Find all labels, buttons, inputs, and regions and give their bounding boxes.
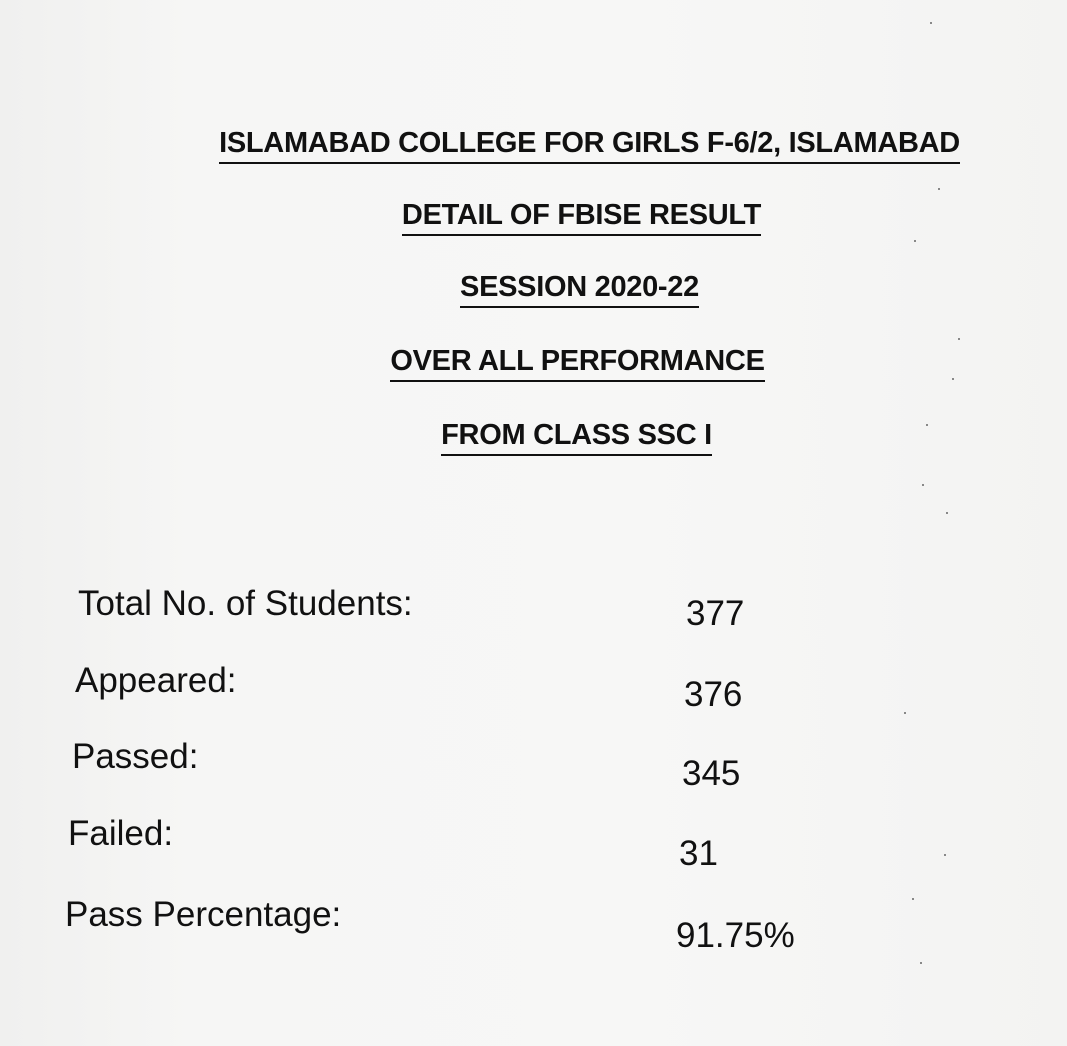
college-name-text: ISLAMABAD COLLEGE FOR GIRLS F-6/2, ISLAMABAD	[219, 126, 960, 164]
session-heading	[0, 270, 1067, 308]
scan-speck	[922, 484, 924, 486]
class-text: FROM CLASS SSC I	[441, 418, 712, 456]
session-text: SESSION 2020-22	[460, 270, 699, 308]
result-detail-heading	[0, 198, 1067, 236]
scan-speck	[958, 338, 960, 340]
stat-label-appeared: Appeared:	[75, 661, 237, 700]
scan-speck	[930, 22, 932, 24]
scan-speck	[912, 898, 914, 900]
scan-speck	[914, 240, 916, 242]
stat-label-total-students: Total No. of Students:	[78, 584, 413, 623]
stat-value-appeared: 376	[684, 675, 743, 714]
stat-value-failed: 31	[679, 834, 718, 873]
class-heading	[0, 418, 1067, 456]
scan-speck	[920, 962, 922, 964]
performance-text: OVER ALL PERFORMANCE	[390, 344, 764, 382]
scan-speck	[938, 188, 940, 190]
scan-speck	[926, 424, 928, 426]
scan-speck	[952, 378, 954, 380]
stat-label-failed: Failed:	[68, 814, 174, 853]
scan-speck	[946, 512, 948, 514]
stat-value-total-students: 377	[686, 594, 745, 633]
result-detail-text: DETAIL OF FBISE RESULT	[402, 198, 761, 236]
scan-speck	[904, 712, 906, 714]
performance-heading	[0, 344, 1067, 382]
stat-value-passed: 345	[682, 754, 741, 793]
scan-speck	[944, 854, 946, 856]
stat-label-pass-percentage: Pass Percentage:	[65, 895, 342, 934]
stat-label-passed: Passed:	[72, 737, 199, 776]
college-name-heading	[0, 126, 1067, 164]
stat-value-pass-percentage: 91.75%	[676, 916, 795, 955]
